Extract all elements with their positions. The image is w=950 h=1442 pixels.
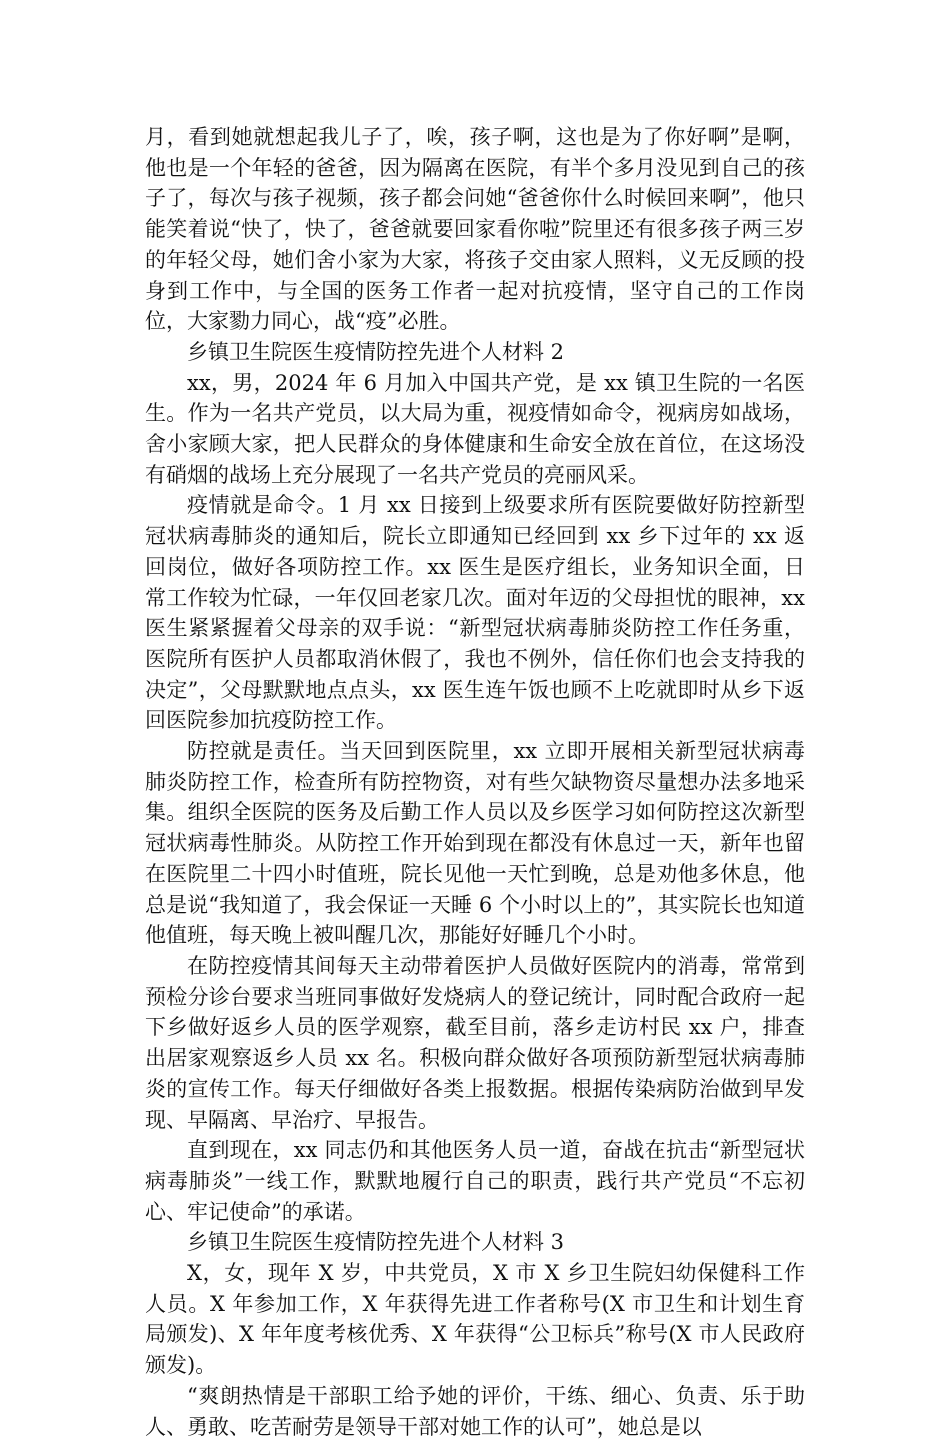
paragraph: xx，男，2024 年 6 月加入中国共产党，是 xx 镇卫生院的一名医生。作为一名共产党员，以大局为重，视疫情如命令，视病房如战场，舍小家顾大家，把人民群众的身体健康和生命安全放在首位，在这场没有硝烟的战场上充分展现了一名共产党员的亮丽风采。 xyxy=(145,370,805,487)
section-heading-2: 乡镇卫生院医生疫情防控先进个人材料 2 xyxy=(187,339,565,364)
paragraph: “爽朗热情是干部职工给予她的评价，干练、细心、负责、乐于助人、勇敢、吃苦耐劳是领导干部对她工作的认可”，她总是以 xyxy=(145,1383,805,1439)
paragraph: 疫情就是命令。1 月 xx 日接到上级要求所有医院要做好防控新型冠状病毒肺炎的通知后，院长立即通知已经回到 xx 乡下过年的 xx 返回岗位，做好各项防控工作。xx 医生是医疗组长，业务知识全面，日常工作较为忙碌，一年仅回老家几次。面对年迈的父母担忧的眼神，xx 医生紧紧握着父母亲的双手说：“新型冠状病毒肺炎防控工作任务重，医院所有医护人员都取消休假了，我也不例外，信任你们也会支持我的决定”，父母默默地点点头，xx 医生连午饭也顾不上吃就即时从乡下返回医院参加抗疫防控工作。 xyxy=(145,493,805,733)
section-heading-3: 乡镇卫生院医生疫情防控先进个人材料 3 xyxy=(187,1230,565,1255)
paragraph: X，女，现年 X 岁，中共党员，X 市 X 乡卫生院妇幼保健科工作人员。X 年参加工作，X 年获得先进工作者称号(X 市卫生和计划生育局颁发)、X 年年度考核优秀、X 年获得“公卫标兵”称号(X 市人民政府颁发)。 xyxy=(145,1261,805,1378)
paragraph: 防控就是责任。当天回到医院里，xx 立即开展相关新型冠状病毒肺炎防控工作，检查所有防控物资，对有些欠缺物资尽量想办法多地采集。组织全医院的医务及后勤工作人员以及乡医学习如何防控这次新型冠状病毒性肺炎。从防控工作开始到现在都没有休息过一天，新年也留在医院里二十四小时值班，院长见他一天忙到晚，总是劝他多休息，他总是说“我知道了，我会保证一天睡 6 个小时以上的”，其实院长也知道他值班，每天晚上被叫醒几次，那能好好睡几个小时。 xyxy=(145,739,805,948)
paragraph: 在防控疫情其间每天主动带着医护人员做好医院内的消毒，常常到预检分诊台要求当班同事做好发烧病人的登记统计，同时配合政府一起下乡做好返乡人员的医学观察，截至目前，落乡走访村民 xx 户，排查出居家观察返乡人员 xx 名。积极向群众做好各项预防新型冠状病毒肺炎的宣传工作。每天仔细做好各类上报数据。根据传染病防治做到早发现、早隔离、早治疗、早报告。 xyxy=(145,953,805,1132)
paragraph-continued: 月，看到她就想起我儿子了，唉，孩子啊，这也是为了你好啊”是啊，他也是一个年轻的爸爸，因为隔离在医院，有半个多月没见到自己的孩子了，每次与孩子视频，孩子都会问她“爸爸你什么时候回来啊”，他只能笑着说“快了，快了，爸爸就要回家看你啦”院里还有很多孩子两三岁的年轻父母，她们舍小家为大家，将孩子交由家人照料，义无反顾的投身到工作中，与全国的医务工作者一起对抗疫情，坚守自己的工作岗位，大家勠力同心，战“疫”必胜。 xyxy=(145,125,805,334)
document-page xyxy=(145,122,805,1442)
paragraph: 直到现在，xx 同志仍和其他医务人员一道，奋战在抗击“新型冠状病毒肺炎”一线工作，默默地履行自己的职责，践行共产党员“不忘初心、牢记使命”的承诺。 xyxy=(145,1138,805,1224)
